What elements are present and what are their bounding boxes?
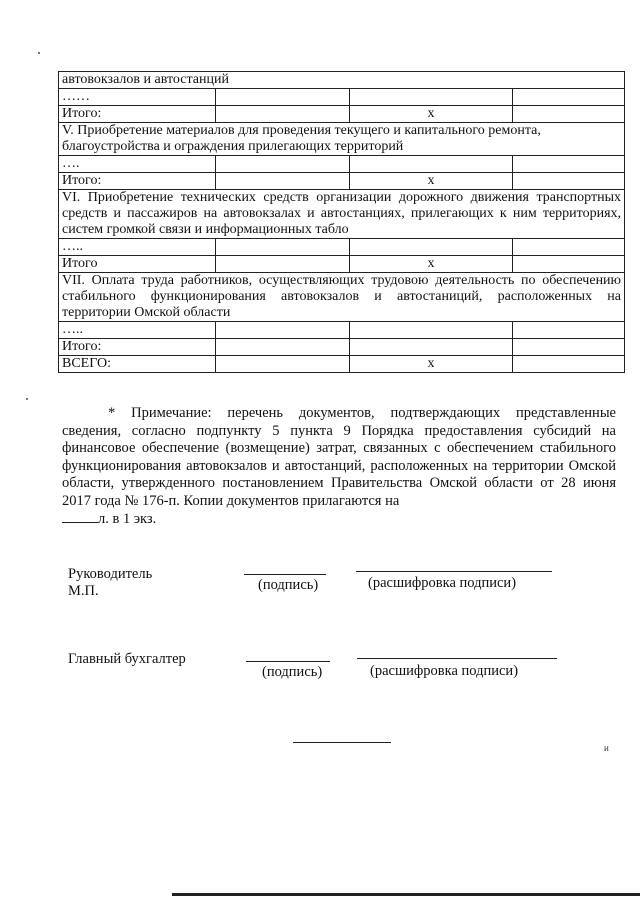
table-cell — [513, 256, 625, 273]
table-cell — [216, 339, 350, 356]
accountant-sign-caption: (подпись) — [262, 664, 323, 680]
head-sign-caption: (подпись) — [258, 577, 319, 593]
section-heading-vi: VI. Приобретение технических средств организации дорожного движения транспортных средств и пассажиров на автовокзалах и автостанциях, прилегающих к ним территориях, систем громкой связи и информационных табло — [59, 190, 625, 239]
table-cell — [513, 106, 625, 123]
section-text: автовокзалов и автостанций — [59, 72, 625, 89]
row-label: Итого: — [59, 173, 216, 190]
table-row — [59, 173, 625, 190]
table-row — [59, 356, 625, 373]
table-row — [59, 123, 625, 156]
table-cell — [216, 239, 350, 256]
closing-divider — [293, 742, 391, 743]
table-cell — [216, 89, 350, 106]
table-cell — [513, 156, 625, 173]
x-cell — [350, 156, 513, 173]
scan-speck — [26, 398, 28, 400]
footnote-tail: л. в 1 экз. — [98, 511, 157, 527]
scan-mark: и — [604, 743, 609, 753]
table-row — [59, 106, 625, 123]
table-row — [59, 273, 625, 322]
table-cell — [513, 173, 625, 190]
row-label: Итого — [59, 256, 216, 273]
table-row — [59, 239, 625, 256]
head-signature-line — [244, 574, 326, 575]
x-cell — [350, 239, 513, 256]
table-row — [59, 322, 625, 339]
table-cell — [216, 256, 350, 273]
head-decode-line — [356, 571, 552, 572]
section-heading-vii: VII. Оплата труда работников, осуществляющих трудовою деятельность по обеспечению стабильного функционирования автовокзалов и автостаниций, расположенных на территории Омской области — [59, 273, 625, 322]
accountant-decode-caption: (расшифровка подписи) — [370, 663, 519, 679]
table-cell — [216, 356, 350, 373]
row-label: ….. — [59, 239, 216, 256]
x-cell: х — [350, 256, 513, 273]
accountant-decode-line — [357, 658, 557, 659]
x-cell: х — [350, 173, 513, 190]
table-row — [59, 156, 625, 173]
section-heading-v: V. Приобретение материалов для проведения текущего и капитального ремонта, благоустройства и ограждения прилегающих территорий — [59, 123, 625, 156]
table-cell — [513, 239, 625, 256]
head-title: Руководитель — [68, 566, 153, 582]
table-cell — [216, 322, 350, 339]
table-cell — [513, 356, 625, 373]
table-cell — [216, 106, 350, 123]
page-count-blank — [62, 510, 98, 523]
x-cell — [350, 322, 513, 339]
row-label: Итого: — [59, 106, 216, 123]
x-cell — [350, 89, 513, 106]
accountant-signature-line — [246, 661, 330, 662]
x-cell: х — [350, 356, 513, 373]
table-cell — [513, 322, 625, 339]
table-cell — [216, 173, 350, 190]
table-row — [59, 339, 625, 356]
table-row — [59, 190, 625, 239]
footnote-text: * Примечание: перечень документов, подтверждающих представленные сведения, согласно подпункту 5 пункта 9 Порядка предоставления субсидий на финансовое обеспечение (возмещение) затрат, связанных с обеспечением стабильного функционирования автовокзалов и автостанций, расположенных на территории Омской области, утвержденного постановлением Правительства Омской области от 28 июня 2017 года № 176-п. Копии документов прилагаются на — [62, 405, 616, 509]
accountant-title: Главный бухгалтер — [68, 651, 186, 667]
table-cell — [216, 156, 350, 173]
expenses-table — [58, 71, 625, 373]
x-cell: х — [350, 106, 513, 123]
x-cell — [350, 339, 513, 356]
table-row — [59, 89, 625, 106]
table-row — [59, 256, 625, 273]
row-label: ….. — [59, 322, 216, 339]
row-label: …. — [59, 156, 216, 173]
stamp-label: М.П. — [68, 583, 99, 599]
scan-speck — [38, 52, 40, 54]
head-decode-caption: (расшифровка подписи) — [368, 575, 517, 591]
table-cell — [513, 89, 625, 106]
scan-edge — [172, 893, 640, 896]
row-label: Итого: — [59, 339, 216, 356]
table-row — [59, 72, 625, 89]
row-label: ВСЕГО: — [59, 356, 216, 373]
row-label: …… — [59, 89, 216, 106]
footnote — [62, 405, 616, 529]
table-cell — [513, 339, 625, 356]
